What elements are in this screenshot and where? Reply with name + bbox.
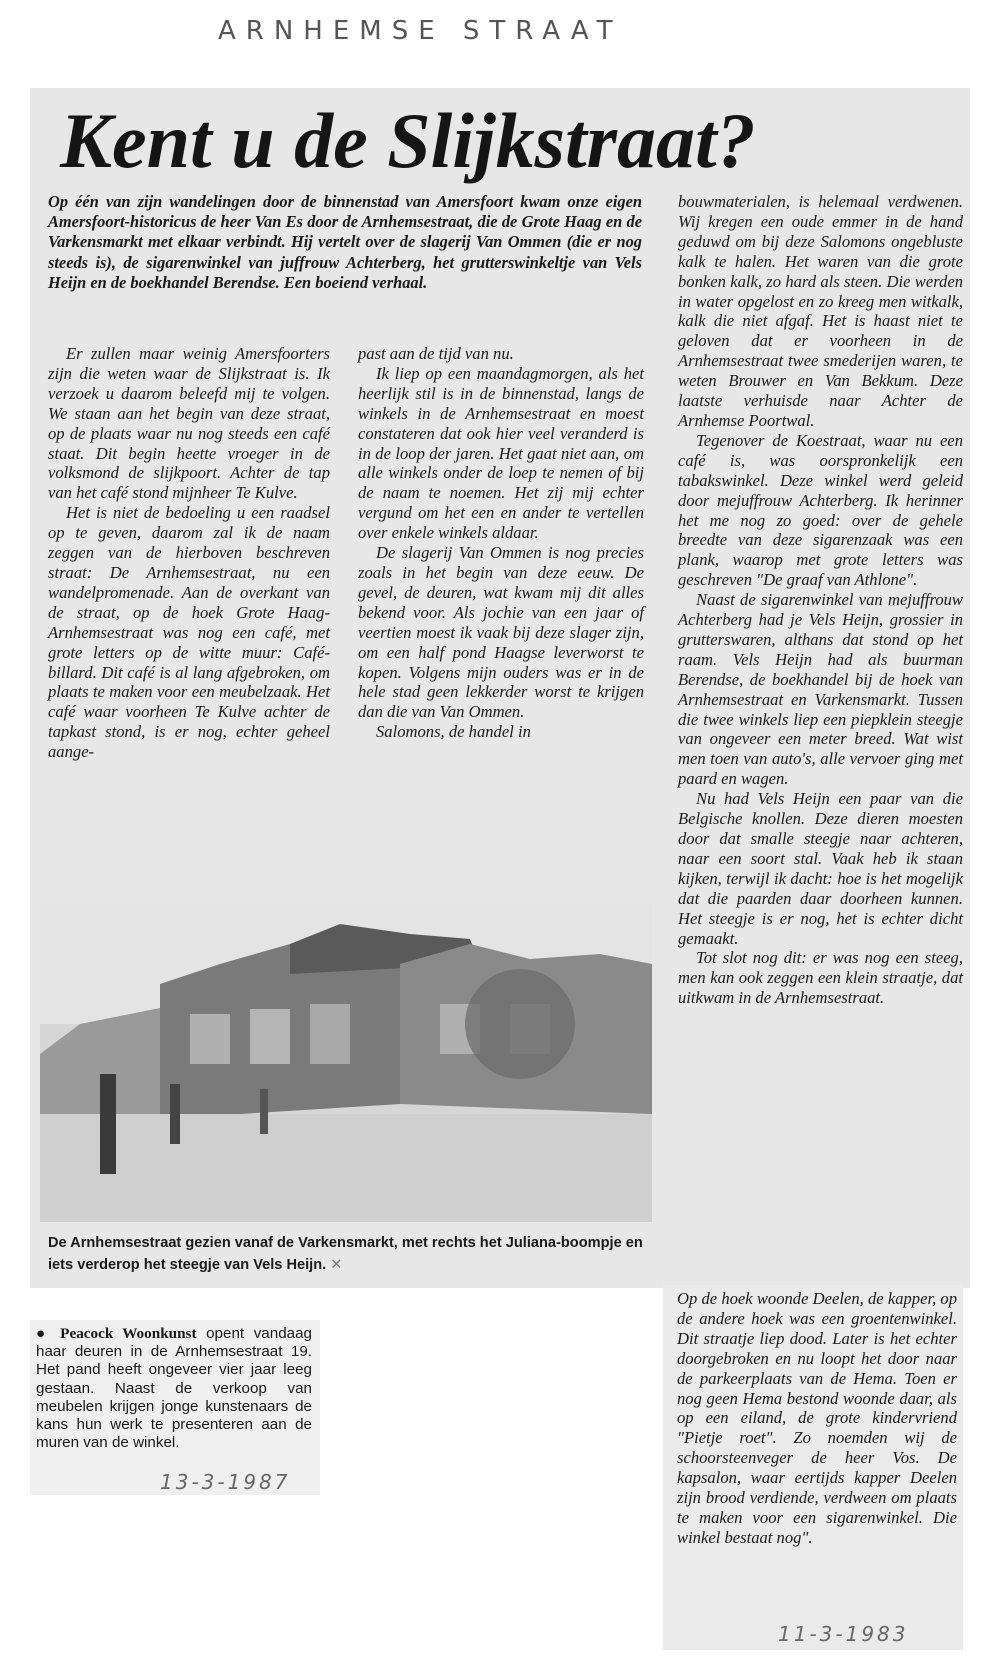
- street-photo: [40, 904, 652, 1222]
- date-article: 11-3-1983: [778, 1622, 909, 1646]
- paragraph: Het is niet de bedoeling u een raadsel op te geven, daarom zal ik de naam zeggen van de hierboven beschreven straat: De Arnhemsestraat, nu een wandelpromenade. Aan de overkant van de straat, op de hoek Grote Haag-Arnhemsestraat was nog een café, met grote letters op de witte muur: Café-billard. Dit café is al lang afgebroken, om plaats te maken voor een meubelzaak. Het café waar voorheen Te Kulve achter de tapkast stond, is er nog, echter geheel aange-: [48, 503, 330, 762]
- caption-text: De Arnhemsestraat gezien vanaf de Varkensmarkt, met rechts het Juliana-boompje en iets verderop het steegje van Vels Heijn.: [48, 1235, 643, 1273]
- notice-bullet: ●: [36, 1325, 51, 1342]
- date-notice: 13-3-1987: [160, 1470, 291, 1494]
- paragraph: past aan de tijd van nu.: [358, 344, 514, 363]
- caption-mark: ✕: [330, 1257, 343, 1273]
- paragraph: Naast de sigarenwinkel van mejuffrouw Achterberg had je Vels Heijn, grossier in grutterswaren, althans dat stond op het raam. Vels Heijn had als buurman Berendse, de boekhandel bij de hoek van Arnhemsestraat en Varkensmarkt. Tussen die twee winkels liep een piepklein steegje van ongeveer een meter breed. Wat wist men toen van auto's, alle vervoer ging met paard en wagen.: [678, 590, 963, 789]
- photo-caption: [48, 1232, 648, 1276]
- article-column-2: [358, 344, 644, 742]
- article-column-1: [48, 344, 330, 762]
- notice-body: opent vandaag haar deuren in de Arnhemsestraat 19. Het pand heeft ongeveer vier jaar leeg gestaan. Naast de verkoop van meubelen krijgen jonge kunstenaars de kans hun werk te presenteren aan de muren van de winkel.: [36, 1325, 312, 1452]
- continuation-text: Op de hoek woonde Deelen, de kapper, op de andere hoek was een groentenwinkel. Dit straatje liep dood. Later is het echter doorgebroken en nu loopt het door naar de parkeerplaats van de Hema. Toen er nog geen Hema bestond woonde daar, als op een eiland, de grote kindervriend "Pietje roet". Zo noemden wij de schoorsteenveger de heer Vos. De kapsalon, waar eertijds kapper Deelen zijn brood verdiende, verdween om plaats te maken voor een sigarenwinkel. Die winkel bestaat nog".: [677, 1289, 957, 1547]
- paragraph: bouwmaterialen, is helemaal verdwenen. Wij kregen een oude emmer in de hand geduwd om bij deze Salomons ongebluste kalk te halen. Het waren van die grote bonken kalk, zo hard als steen. Die werden in water opgelost en zo kreeg men witkalk, kalk die niet afgaf. Het is haast niet te geloven dat er voorheen in de Arnhemsestraat twee smederijen waren, te weten Brouwer en Van Bekkum. Deze laatste verhuisde naar Achter de Arnhemse Poortwal.: [678, 192, 963, 430]
- paragraph: Er zullen maar weinig Amersfoorters zijn die weten waar de Slijkstraat is. Ik verzoek u daarom beleefd mij te volgen. We staan aan het begin van deze straat, op de plaats waar nu nog steeds een café staat. Dit begin heette vroeger in de volksmond de slijkpoort. Achter de tap van het café stond mijnheer Te Kulve.: [48, 344, 330, 503]
- paragraph: Tot slot nog dit: er was nog een steeg, men kan ook zeggen een klein straatje, dat uitkwam in de Arnhemsestraat.: [678, 948, 963, 1008]
- article-column-3: [678, 192, 963, 1280]
- handwritten-title: ARNHEMSE STRAAT: [218, 16, 623, 46]
- paragraph: De slagerij Van Ommen is nog precies zoals in het begin van deze eeuw. De gevel, de deuren, wat kwam mij dit alles bekend voor. Als jochie van een jaar of veertien moest ik vaak bij deze slager zijn, om een half pond Haagse leverworst te kopen. Volgens mijn ouders was er in de hele stad geen lekkerder worst te krijgen dan die van Van Ommen.: [358, 543, 644, 722]
- paragraph: Salomons, de handel in: [376, 722, 531, 742]
- notice-text: [36, 1325, 312, 1452]
- paragraph: Tegenover de Koestraat, waar nu een café is, was oorspronkelijk een tabakswinkel. Deze winkel werd geleid door mejuffrouw Achterberg. Ik herinner het me nog zo goed: over de gehele breedte van deze sigarenzaak was een plank, waarop met grote letters was geschreven "De graaf van Athlone".: [678, 430, 963, 590]
- paragraph: Ik liep op een maandagmorgen, als het heerlijk stil is in de binnenstad, langs de winkels in de Arnhemsestraat en moest constateren dat ook hier veel veranderd is in de loop der jaren. Het gaat niet aan, om alle winkels onder de loep te nemen of bij de naam te noemen. Het zij mij echter vergund om het een en ander te vertellen over enkele winkels aldaar.: [358, 363, 644, 543]
- notice-name: Peacock Woonkunst: [60, 1325, 197, 1342]
- paragraph: Nu had Vels Heijn een paar van die Belgische knollen. Deze dieren moesten door dat smalle steegje naar achteren, naar een soort stal. Vaak heb ik staan kijken, terwijl ik dacht: hoe is het mogelijk dat die paarden daar doorheen kunnen. Het steegje is er nog, het is echter dicht gemaakt.: [678, 789, 963, 948]
- headline: Kent u de Slijkstraat?: [60, 97, 756, 184]
- lead-paragraph: Op één van zijn wandelingen door de binnenstad van Amersfoort kwam onze eigen Amersfoort-historicus de heer Van Es door de Arnhemsestraat, die de Grote Haag en de Varkensmarkt met elkaar verbindt. Hij vertelt over de slagerij Van Ommen (die er nog steeds is), de sigarenwinkel van juffrouw Achterberg, het grutterswinkeltje van Vels Heijn en de boekhandel Berendse. Een boeiend verhaal.: [48, 192, 642, 292]
